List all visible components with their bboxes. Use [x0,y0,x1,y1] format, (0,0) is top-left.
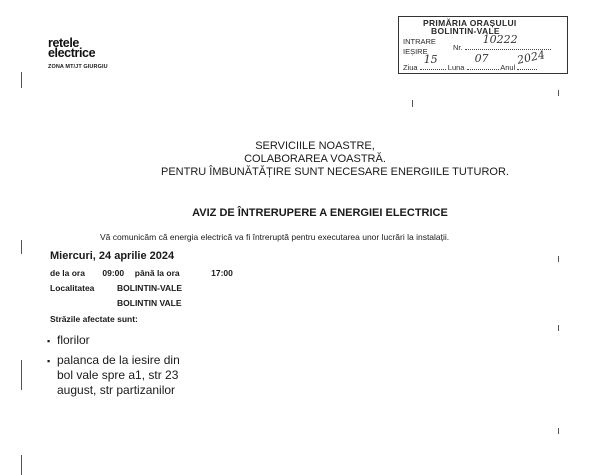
company-logo [48,38,108,72]
outage-date: Miercuri, 24 aprilie 2024 [50,250,175,262]
scan-mark [21,240,22,254]
street-line: august, str partizanilor [57,383,176,397]
stamp-luna-value: 07 [474,52,489,65]
locality-label: Localitatea [50,283,95,293]
scan-mark [412,100,413,107]
street-line: bol vale spre a1, str 23 [57,368,179,382]
logo-line-1: retele [48,36,79,50]
stamp-intrare-row [403,37,436,46]
stamp-nr-label: Nr. [453,43,463,52]
stamp-title-1: PRIMĂRIA ORAȘULUI [423,18,517,28]
stamp-anul-label: Anul [500,63,516,72]
stamp-title-2: BOLINTIN-VALE [431,26,500,36]
outage-hours [50,268,233,278]
stamp-nr-value: 10222 [482,33,518,46]
stamp-ziua-value: 15 [423,53,438,66]
scan-mark [21,72,22,88]
locality-1: BOLINTIN-VALE [117,283,183,293]
logo-zone: ZONA MT/JT GIURGIU [48,64,108,70]
slogan-line-1: SERVICIILE NOASTRE, [255,140,375,152]
to-time: 17:00 [211,268,233,278]
notice-intro: Vă comunicăm că energia electrică va fi întreruptă pentru executarea unor lucrări la instalații. [100,232,450,242]
slogan-line-3: PENTRU ÎMBUNĂTĂȚIRE SUNT NECESARE ENERGIILE TUTUROR. [161,166,509,178]
stamp-luna-label: Luna [447,63,465,72]
street-line: palanca de la iesire din [57,353,180,367]
scan-mark [558,325,559,331]
stamp-intrare-label: INTRARE [403,37,436,46]
to-label: până la ora [134,268,180,278]
scan-mark [558,256,559,262]
locality-2: BOLINTIN VALE [117,298,182,308]
street-line: florilor [57,333,90,347]
scan-mark [21,455,22,475]
street-item [47,333,90,348]
from-time: 09:00 [102,268,125,278]
registration-stamp [398,16,568,74]
notice-title: AVIZ DE ÎNTRERUPERE A ENERGIEI ELECTRICE [192,207,448,219]
scan-mark [558,90,559,96]
scan-mark [558,428,559,434]
slogan [0,140,590,179]
stamp-ziua-label: Ziua [403,63,418,72]
stamp-anul-value: 2024 [516,48,547,67]
bullet-icon: ▪ [47,336,51,346]
bullet-icon: ▪ [47,356,51,366]
stamp-iesire-label: IEȘIRE [403,47,428,56]
logo-line-2: electrice [48,46,96,60]
streets-label: Străzile afectate sunt: [50,314,138,324]
from-label: de la ora [50,268,85,278]
scan-mark [21,360,22,390]
street-item [47,353,180,398]
slogan-line-2: COLABORAREA VOASTRĂ. [244,153,386,165]
